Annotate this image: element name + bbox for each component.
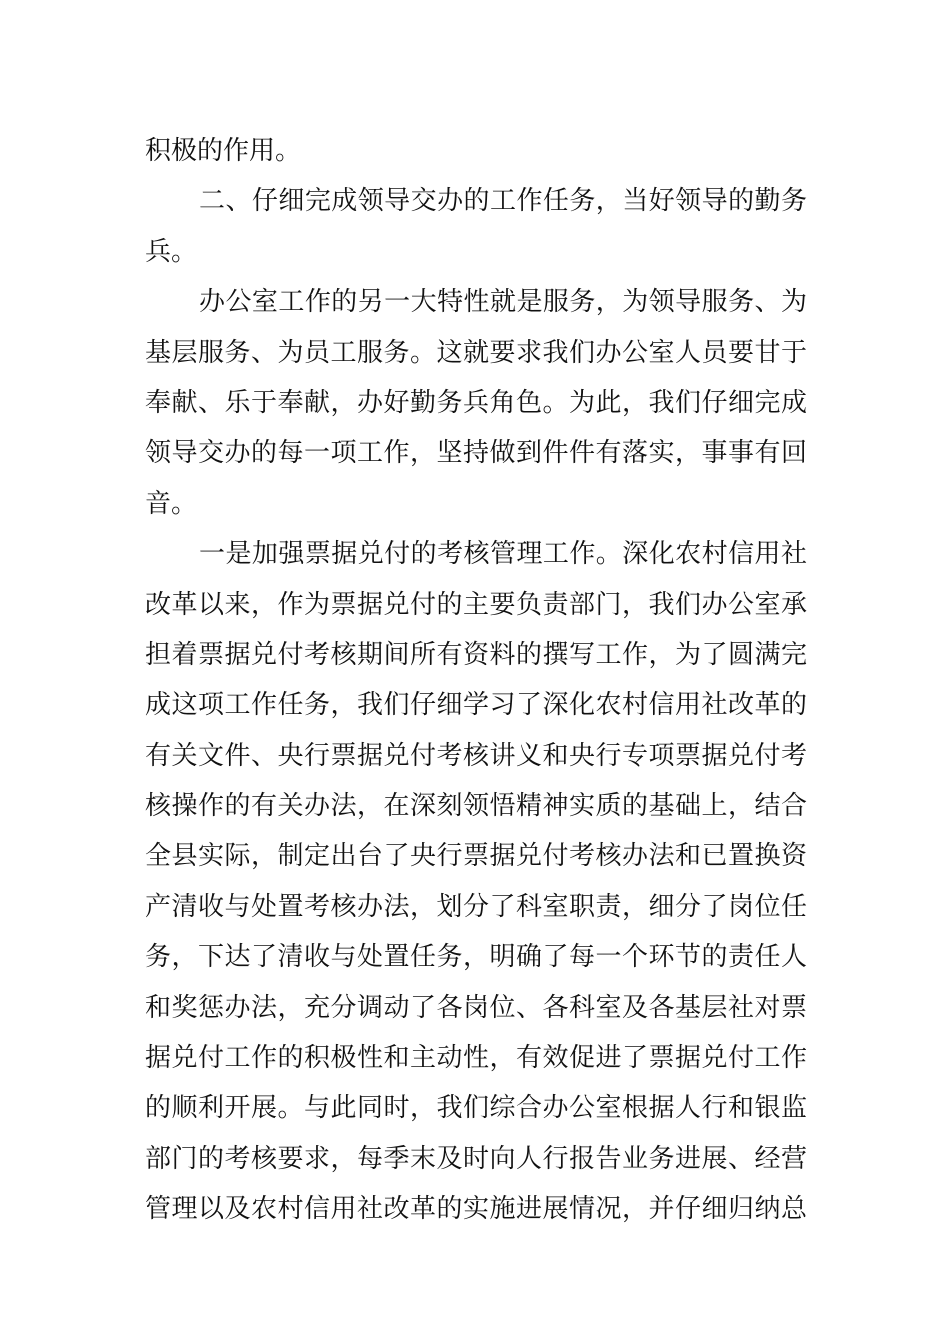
body-text	[145, 126, 807, 1235]
text-line: 办公室工作的另一大特性就是服务，为领导服务、为	[199, 287, 807, 318]
text-line: 一是加强票据兑付的考核管理工作。深化农村信用社	[199, 539, 807, 570]
text-line: 成这项工作任务，我们仔细学习了深化农村信用社改革的	[145, 690, 807, 721]
text-line: 产清收与处置考核办法，划分了科室职责，细分了岗位任	[145, 891, 807, 922]
text-line: 担着票据兑付考核期间所有资料的撰写工作，为了圆满完	[145, 639, 807, 670]
text-line: 音。	[145, 488, 198, 519]
text-line: 全县实际，制定出台了央行票据兑付考核办法和已置换资	[145, 841, 807, 872]
text-line: 据兑付工作的积极性和主动性，有效促进了票据兑付工作	[145, 1043, 807, 1074]
text-line: 管理以及农村信用社改革的实施进展情况，并仔细归纳总	[145, 1194, 807, 1225]
text-line: 二、仔细完成领导交办的工作任务，当好领导的勤务	[199, 186, 807, 217]
text-line: 积极的作用。	[145, 136, 302, 166]
text-line: 领导交办的每一项工作，坚持做到件件有落实，事事有回	[145, 438, 807, 469]
text-line: 奉献、乐于奉献，办好勤务兵角色。为此，我们仔细完成	[145, 387, 807, 418]
text-line: 改革以来，作为票据兑付的主要负责部门，我们办公室承	[145, 589, 807, 620]
text-line: 有关文件、央行票据兑付考核讲义和央行专项票据兑付考	[145, 740, 807, 771]
text-line: 基层服务、为员工服务。这就要求我们办公室人员要甘于	[145, 337, 807, 368]
text-line: 的顺利开展。与此同时，我们综合办公室根据人行和银监	[145, 1093, 807, 1124]
text-line: 兵。	[145, 236, 198, 267]
text-line: 部门的考核要求，每季末及时向人行报告业务进展、经营	[145, 1143, 807, 1174]
text-line: 务，下达了清收与处置任务，明确了每一个环节的责任人	[145, 942, 807, 973]
text-line: 和奖惩办法，充分调动了各岗位、各科室及各基层社对票	[145, 992, 807, 1023]
text-line: 核操作的有关办法，在深刻领悟精神实质的基础上，结合	[145, 791, 807, 822]
